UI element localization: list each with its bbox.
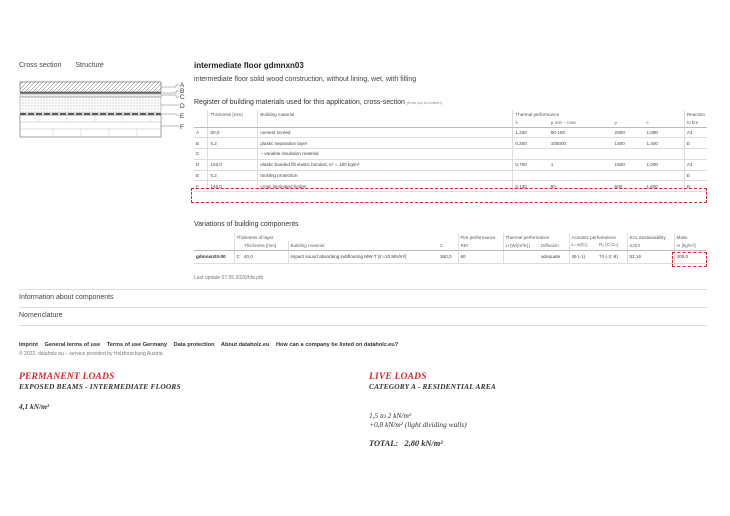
register-title-note: (from top to bottom) bbox=[406, 100, 442, 105]
tab-bar bbox=[19, 62, 116, 69]
header-thermal: Thermal performance bbox=[513, 110, 685, 119]
register-title-text: Register of building materials used for this application, cross-section bbox=[194, 99, 405, 106]
table-row: gdmnxn03-00 C 40,0 impact sound absorbing subflooring MW-T [s'=10 MN/m³] 360,0 60 adequate 45 (-1) 74 (-2;-8) 52,16 409,0 bbox=[194, 250, 707, 263]
table-row: E 0,2 trickling protection E bbox=[194, 170, 707, 181]
total-loads bbox=[369, 439, 443, 448]
header-var-acoustic1: Lₙ,w(Cᵢ) bbox=[569, 241, 597, 250]
header-reaction: Reaction bbox=[684, 110, 707, 119]
live-loads-line1: 1,5 to 2 kN/m² bbox=[369, 411, 412, 420]
variations-table bbox=[194, 233, 707, 264]
highlight-mass bbox=[672, 252, 707, 267]
header-var-eco: ΔOI3 bbox=[627, 241, 674, 250]
divider bbox=[19, 325, 707, 326]
header-eco-sustainability: Eco Sustainability bbox=[627, 233, 674, 241]
header-c: c bbox=[644, 119, 684, 127]
cross-section-diagram bbox=[19, 78, 189, 140]
register-title bbox=[194, 99, 442, 106]
tab-cross-section[interactable]: Cross section bbox=[19, 62, 62, 69]
header-var-u: U [W/(m²K)] bbox=[503, 241, 539, 250]
header-var-diffusion: Diffusion bbox=[539, 241, 569, 250]
diagram-label-a: A bbox=[180, 82, 185, 89]
table-row-highlighted: F 140,0 cross laminated timber 0,130 50 500 1,600 D bbox=[194, 181, 707, 192]
permanent-loads-value: 4,1 kN/m² bbox=[19, 402, 50, 411]
table-row: B 0,2 plastic separation layer 0,200 100000 1400 1,400 E bbox=[194, 138, 707, 149]
last-update: Last update 07.05.2020/hfa.ptb bbox=[194, 275, 264, 281]
layer-a-screed bbox=[20, 82, 161, 92]
live-loads-line2: +0,8 kN/m² (light dividing walls) bbox=[369, 420, 467, 429]
footer-links bbox=[19, 342, 403, 348]
header-reaction-fire: to fire bbox=[684, 119, 707, 127]
section-nomenclature[interactable]: Nomenclature bbox=[19, 312, 63, 319]
divider bbox=[19, 289, 707, 290]
materials-table bbox=[194, 110, 707, 192]
header-var-material: Building material bbox=[288, 241, 438, 250]
header-fire-performance: Fire performance bbox=[458, 233, 503, 241]
header-thickness: Thickness [mm] bbox=[208, 110, 258, 119]
header-var-rei: REI bbox=[458, 241, 503, 250]
mass-value: 409,0 bbox=[674, 250, 707, 263]
header-var-acoustic2: Rᵥ (C;Cₜᵣ) bbox=[597, 241, 627, 250]
table-row: D 120,0 elastic bonded fill elastic bonded, m' = 180 kg/m² 0,700 1 1500 1,000 A1 bbox=[194, 159, 707, 170]
footer-link-imprint[interactable]: Imprint bbox=[19, 342, 38, 348]
diagram-label-c: C bbox=[180, 94, 185, 101]
header-var-mass: m [kg/m²] bbox=[674, 241, 707, 250]
tab-structure[interactable]: Structure bbox=[75, 62, 104, 69]
variations-title: Variations of building components bbox=[194, 221, 299, 228]
header-mass: Mass bbox=[674, 233, 707, 241]
diagram-label-e: E bbox=[180, 113, 185, 120]
permanent-loads-subtitle: EXPOSED BEAMS - INTERMEDIATE FLOORS bbox=[19, 382, 181, 391]
diagram-label-d: D bbox=[180, 103, 185, 110]
diagram-label-f: F bbox=[180, 124, 184, 131]
header-var-thickness: Thickness [mm] bbox=[242, 241, 288, 250]
header-lambda: λ bbox=[513, 119, 549, 127]
header-material: Building material bbox=[258, 110, 513, 119]
divider bbox=[19, 307, 707, 308]
footer-link-terms[interactable]: General terms of use bbox=[44, 342, 101, 348]
header-var-sum: Σ bbox=[438, 241, 458, 250]
header-acoustic-performance: Acoustic performance bbox=[569, 233, 627, 241]
layer-f-clt bbox=[20, 115, 161, 137]
footer-link-data-protection[interactable]: Data protection bbox=[173, 342, 215, 348]
permanent-loads-title: PERMANENT LOADS bbox=[19, 372, 115, 382]
layer-d-fill bbox=[20, 97, 161, 113]
table-row: A 60,0 cement screed 1,330 50-100 2000 1,080 A1 bbox=[194, 127, 707, 138]
header-thermal-performance: Thermal performance bbox=[503, 233, 569, 241]
diagram-label-b: B bbox=[180, 88, 185, 95]
layer-c-insulation bbox=[20, 94, 161, 97]
total-value: 2,80 kN/m² bbox=[404, 439, 443, 448]
live-loads-title: LIVE LOADS bbox=[369, 372, 427, 382]
page-title: intermediate floor gdmnxn03 bbox=[194, 61, 304, 70]
total-label: TOTAL: bbox=[369, 439, 399, 448]
variation-name[interactable]: gdmnxn03-00 bbox=[194, 250, 234, 263]
header-mu: μ min – max bbox=[549, 119, 613, 127]
page-subtitle: intermediate floor solid wood construction, without lining, wet, with filling bbox=[194, 76, 417, 83]
header-thickness-layer: Thickness of layer bbox=[234, 233, 288, 241]
table-row: C – variable insulation material bbox=[194, 149, 707, 160]
footer-link-terms-germany[interactable]: Terms of use Germany bbox=[106, 342, 167, 348]
footer-link-company-listing[interactable]: How can a company be listed on dataholz.eu? bbox=[275, 342, 399, 348]
live-loads-subtitle: CATEGORY A - RESIDENTIAL AREA bbox=[369, 382, 496, 391]
footer-link-about[interactable]: About dataholz.eu bbox=[220, 342, 270, 348]
header-rho: ρ bbox=[613, 119, 645, 127]
highlight-clt-row bbox=[191, 188, 707, 203]
diagram-leader-lines bbox=[161, 85, 179, 126]
copyright: © 2022, dataholz.eu – service provided by Holzforschung Austria bbox=[19, 351, 163, 357]
section-information-about-components[interactable]: Information about components bbox=[19, 294, 114, 301]
